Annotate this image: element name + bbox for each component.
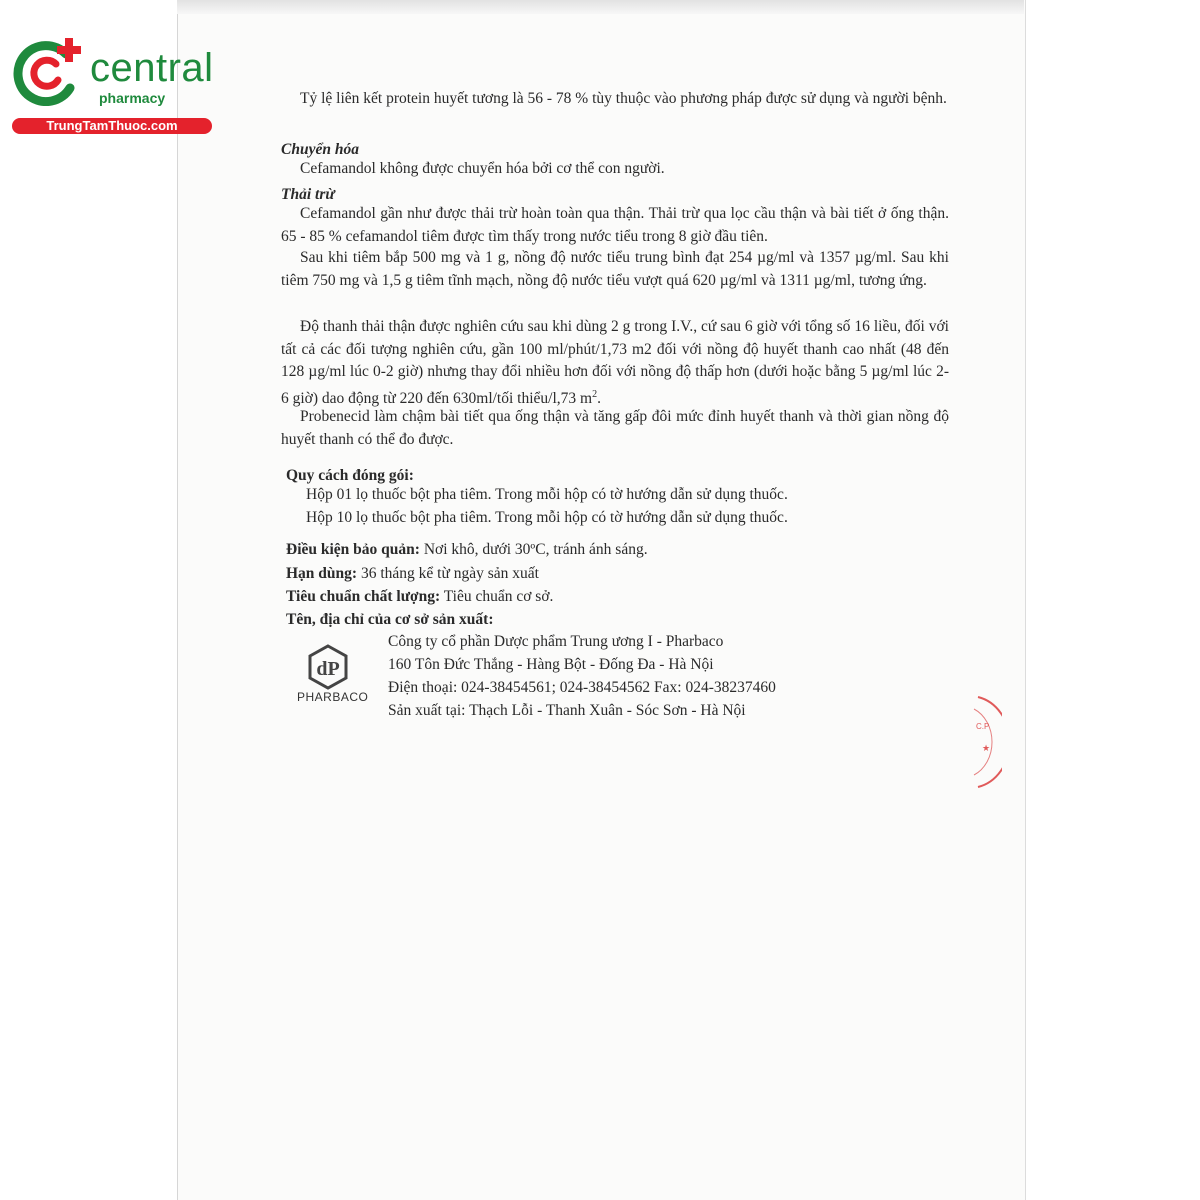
storage-value: Nơi khô, dưới 30ºC, tránh ánh sáng. [419,541,648,558]
shelf-life-value: 36 tháng kể từ ngày sản xuất [357,565,539,582]
svg-text:C.P: C.P [976,722,990,731]
packaging-item-1: Hộp 01 lọ thuốc bột pha tiêm. Trong mỗi hộp có tờ hướng dẫn sử dụng thuốc. [306,486,788,503]
svg-text:dP: dP [316,658,340,680]
factory-address: Sản xuất tại: Thạch Lỗi - Thanh Xuân - Sóc Sơn - Hà Nội [388,702,746,719]
urine-concentration-paragraph: Sau khi tiêm bắp 500 mg và 1 g, nồng độ nước tiểu trung bình đạt 254 µg/ml và 1357 µg/ml. Sau khi tiêm 750 mg và 1,5 g tiêm tĩnh mạch, nồng độ nước tiểu vượt quá 620 µg/ml và 1311 µg/ml, tương ứng. [281,249,949,289]
quality-label: Tiêu chuẩn chất lượng: [286,588,441,605]
quality-line [286,586,553,609]
company-phone: Điện thoại: 024-38454561; 024-38454562 Fax: 024-38237460 [388,679,776,696]
manufacturer-heading [286,609,494,632]
logo-caption: PHARBACO [297,690,369,704]
metabolism-heading: Chuyển hóa [281,141,359,158]
superscript-2: 2 [592,388,598,400]
packaging-label: Quy cách đóng gói: [286,467,414,484]
brand-name: central [90,46,214,90]
shelf-life-line [286,563,539,586]
probenecid-paragraph: Probenecid làm chậm bài tiết qua ống thận và tăng gấp đôi mức đỉnh huyết thanh và thời gian nồng độ huyết thanh có thể đo được. [281,408,949,448]
red-stamp-fragment [972,695,1002,790]
storage-label: Điều kiện bảo quản: [286,541,420,558]
brand-subtitle: pharmacy [99,90,166,106]
storage-line [286,539,648,562]
packaging-item-2: Hộp 10 lọ thuốc bột pha tiêm. Trong mỗi hộp có tờ hướng dẫn sử dụng thuốc. [306,509,788,526]
manufacturer-label: Tên, địa chỉ của cơ sở sản xuất: [286,611,494,628]
elimination-paragraph: Cefamandol gần như được thải trừ hoàn toàn qua thận. Thải trừ qua lọc cầu thận và bài tiết ở ống thận. 65 - 85 % cefamandol tiêm được tìm thấy trong nước tiểu trong 8 giờ đầu tiên. [281,205,949,245]
shelf-life-label: Hạn dùng: [286,565,358,582]
quality-value: Tiêu chuẩn cơ sở. [440,588,554,605]
renal-clearance-text: Độ thanh thải thận được nghiên cứu sau khi dùng 2 g trong I.V., cứ sau 6 giờ với tổng số 16 liều, đối với tất cả các đối tượng nghiên cứu, gần 100 ml/phút/1,73 m2 đối với nồng độ huyết thanh cao nhất (48 đến 128 µg/ml lúc 0-2 giờ) nhưng thay đổi nhiều hơn đối với nồng độ thấp hơn (dưới hoặc bằng 5 µg/ml lúc 2-6 giờ) dao động từ 220 đến 630ml/tối thiểu/l,73 m [281,318,949,407]
company-name: Công ty cổ phần Dược phẩm Trung ương I - Pharbaco [388,633,724,650]
protein-binding-paragraph: Tỷ lệ liên kết protein huyết tương là 56 - 78 % tùy thuộc vào phương pháp được sử dụng và người bệnh. [300,90,947,107]
svg-text:★: ★ [982,743,991,753]
brand-url: TrungTamThuoc.com [12,118,212,134]
elimination-heading: Thải trừ [281,186,335,203]
renal-clearance-paragraph [281,316,949,410]
company-address: 160 Tôn Đức Thắng - Hàng Bột - Đống Đa - Hà Nội [388,656,714,673]
renal-clearance-end: . [597,389,601,407]
metabolism-paragraph: Cefamandol không được chuyển hóa bởi cơ thể con người. [300,160,665,177]
